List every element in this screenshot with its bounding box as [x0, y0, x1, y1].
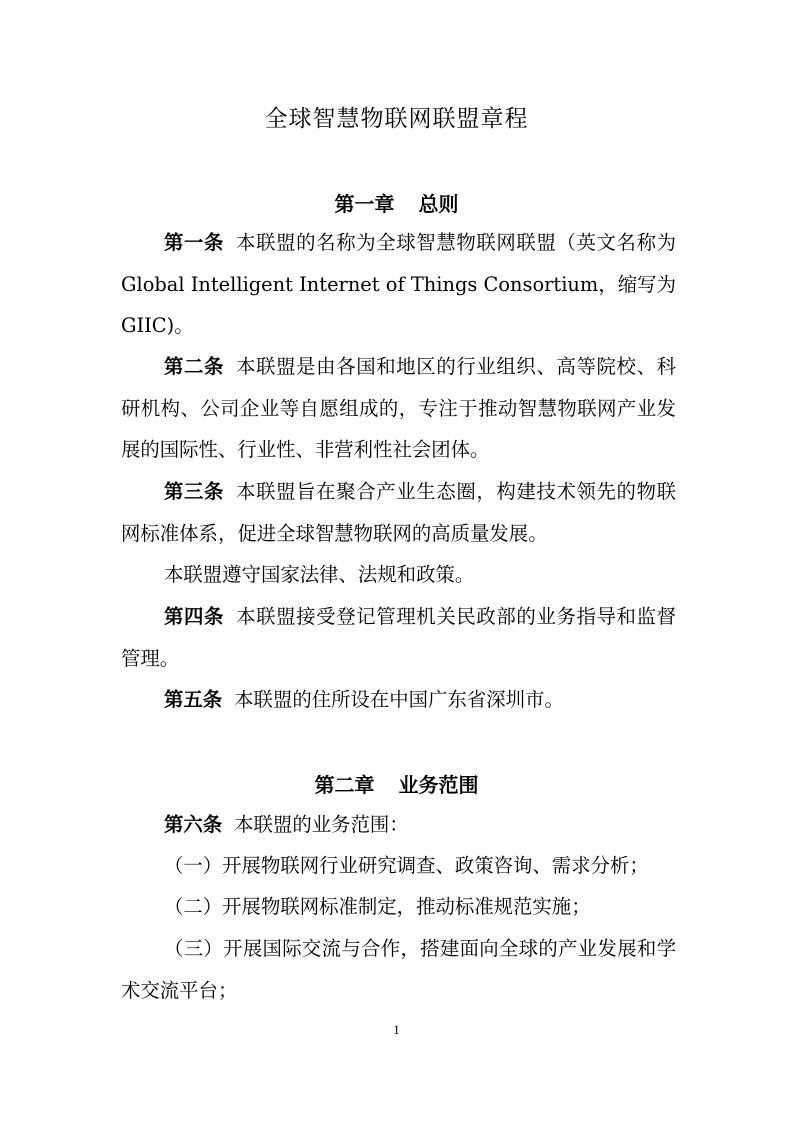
document-title: 全球智慧物联网联盟章程	[264, 106, 529, 132]
article-4-label: 第四条	[164, 605, 225, 628]
article-5	[121, 679, 676, 721]
scope-item-3: （三）开展国际交流与合作，搭建面向全球的产业发展和学术交流平台；	[121, 937, 676, 1002]
article-1-label: 第一条	[164, 231, 225, 254]
article-4	[121, 596, 676, 679]
article-6-label: 第六条	[164, 813, 223, 836]
article-2	[121, 346, 676, 471]
chapter-2-name: 业务范围	[398, 773, 479, 797]
article-3-text: 本联盟旨在聚合产业生态圈，构建技术领先的物联网标准体系，促进全球智慧物联网的高质量发展。	[121, 480, 677, 545]
article-4-text: 本联盟接受登记管理机关民政部的业务指导和监督管理。	[121, 605, 677, 670]
article-3-paragraph-2: 本联盟遵守国家法律、法规和政策。	[164, 563, 475, 586]
article-5-label: 第五条	[164, 688, 223, 711]
article-6-text: 本联盟的业务范围：	[234, 813, 409, 836]
article-1	[121, 222, 676, 347]
scope-item-2: （二）开展物联网标准制定，推动标准规范实施；	[164, 895, 591, 918]
article-1-text: 本联盟的名称为全球智慧物联网联盟（英文名称为Global Intelligent Internet of Things Consortium，缩写为GIIC)。	[121, 231, 677, 337]
article-2-text: 本联盟是由各国和地区的行业组织、高等院校、科研机构、公司企业等自愿组成的，专注于推动智慧物联网产业发展的国际性、行业性、非营利性社会团体。	[121, 355, 677, 461]
chapter-2-label: 第二章	[314, 773, 375, 797]
article-5-text: 本联盟的住所设在中国广东省深圳市。	[234, 688, 564, 711]
chapter-2-heading	[0, 769, 793, 798]
scope-item-1: （一）开展物联网行业研究调查、政策咨询、需求分析；	[164, 854, 649, 877]
page-number: 1	[393, 1022, 400, 1037]
article-3-label: 第三条	[164, 480, 225, 503]
article-6	[121, 804, 676, 846]
chapter-1-name: 总则	[418, 192, 459, 216]
article-2-label: 第二条	[164, 355, 225, 378]
article-3	[121, 471, 676, 554]
chapter-1-label: 第一章	[334, 192, 395, 216]
chapter-1-heading	[0, 188, 793, 217]
